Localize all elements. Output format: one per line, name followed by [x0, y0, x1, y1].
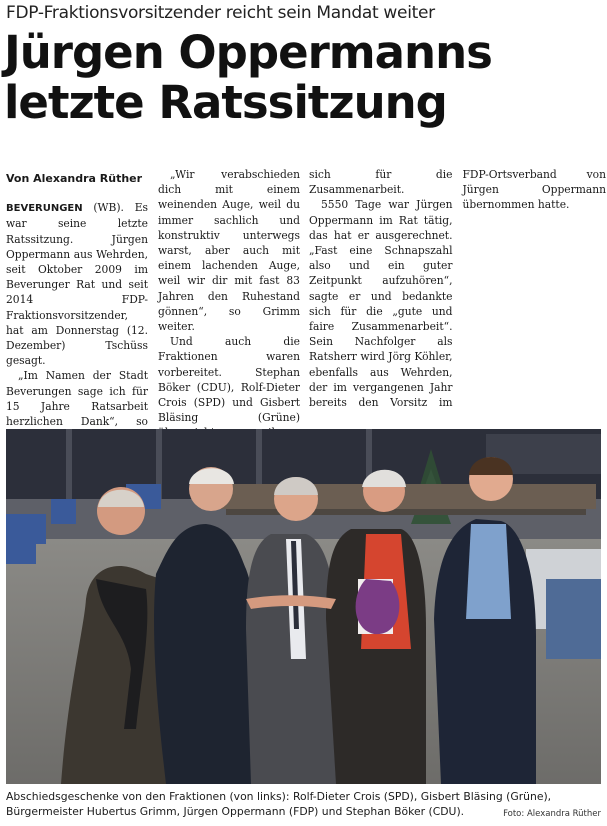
article-body: [6, 167, 606, 429]
article-kicker: FDP-Fraktionsvorsitzender reicht sein Mandat weiter: [6, 3, 435, 23]
article-column-3: [309, 167, 606, 422]
article-paragraph: BEVERUNGEN (WB). Es war seine letzte Ratssitzung. Jürgen Oppermann aus Wehrden, seit Oktober 2009 im Beverunger Rat und seit 2014 FDP-Fraktionsvorsitzender, hat am Donnerstag (12. Dezember) Tschüss gesagt.: [6, 201, 148, 368]
article-byline: Von Alexandra Rüther: [6, 172, 143, 185]
article-paragraph: sich für die Zusammenarbeit.: [309, 168, 453, 197]
headline-line-2: letzte Ratssitzung: [4, 76, 447, 129]
dateline-source: (WB).: [82, 201, 135, 215]
article-paragraph: „Im Namen der Stadt Beverungen sage ich für 15 Jahre Ratsarbeit herzlichen Dank“, so: [6, 369, 148, 429]
article-headline: [4, 28, 492, 128]
article-paragraph: 5550 Tage war Jürgen Oppermann im Rat tätig, das hat er ausgerechnet. „Fast eine Schnapszahl also und ein guter Zeitpunkt aufzuhören“, sagte er und bedankte sich für die „gute und faire Zusammenarbeit“. Sein Nachfolger als Ratsherr wird Jörg Köhler, ebenfalls aus Wehrden, der im vergangenen Jahr bereits den Vorsitz im FDP-Ortsverband von Jürgen Oppermann übernommen hatte.: [309, 168, 606, 410]
article-photo: [6, 429, 601, 784]
photo-credit: Foto: Alexandra Rüther: [503, 809, 601, 819]
article-column-1: [6, 167, 148, 460]
photo-illustration: [6, 429, 601, 784]
headline-line-1: Jürgen Oppermanns: [4, 26, 492, 79]
photo-caption: Abschiedsgeschenke von den Fraktionen (von links): Rolf-Dieter Crois (SPD), Gisbert Bläsing (Grüne), Bürgermeister Hubertus Grimm, Jürgen Oppermann (FDP) und Stephan Böker (CDU).: [6, 790, 552, 818]
article-paragraph: „Wir verabschieden dich mit einem weinenden Auge, weil du immer sachlich und konstruktiv unterwegs warst, aber auch mit einem lachenden Auge, weil wir dir mit fast 83 Jahren den Ruhestand gönnen“, so Grimm weiter.: [158, 168, 300, 334]
article-paragraph: Und auch die Fraktionen waren vorbereitet. Stephan Böker (CDU), Rolf-Dieter Crois (SPD) und Gisbert Bläsing (Grüne): [158, 335, 300, 425]
article-dateline: BEVERUNGEN: [6, 203, 83, 215]
